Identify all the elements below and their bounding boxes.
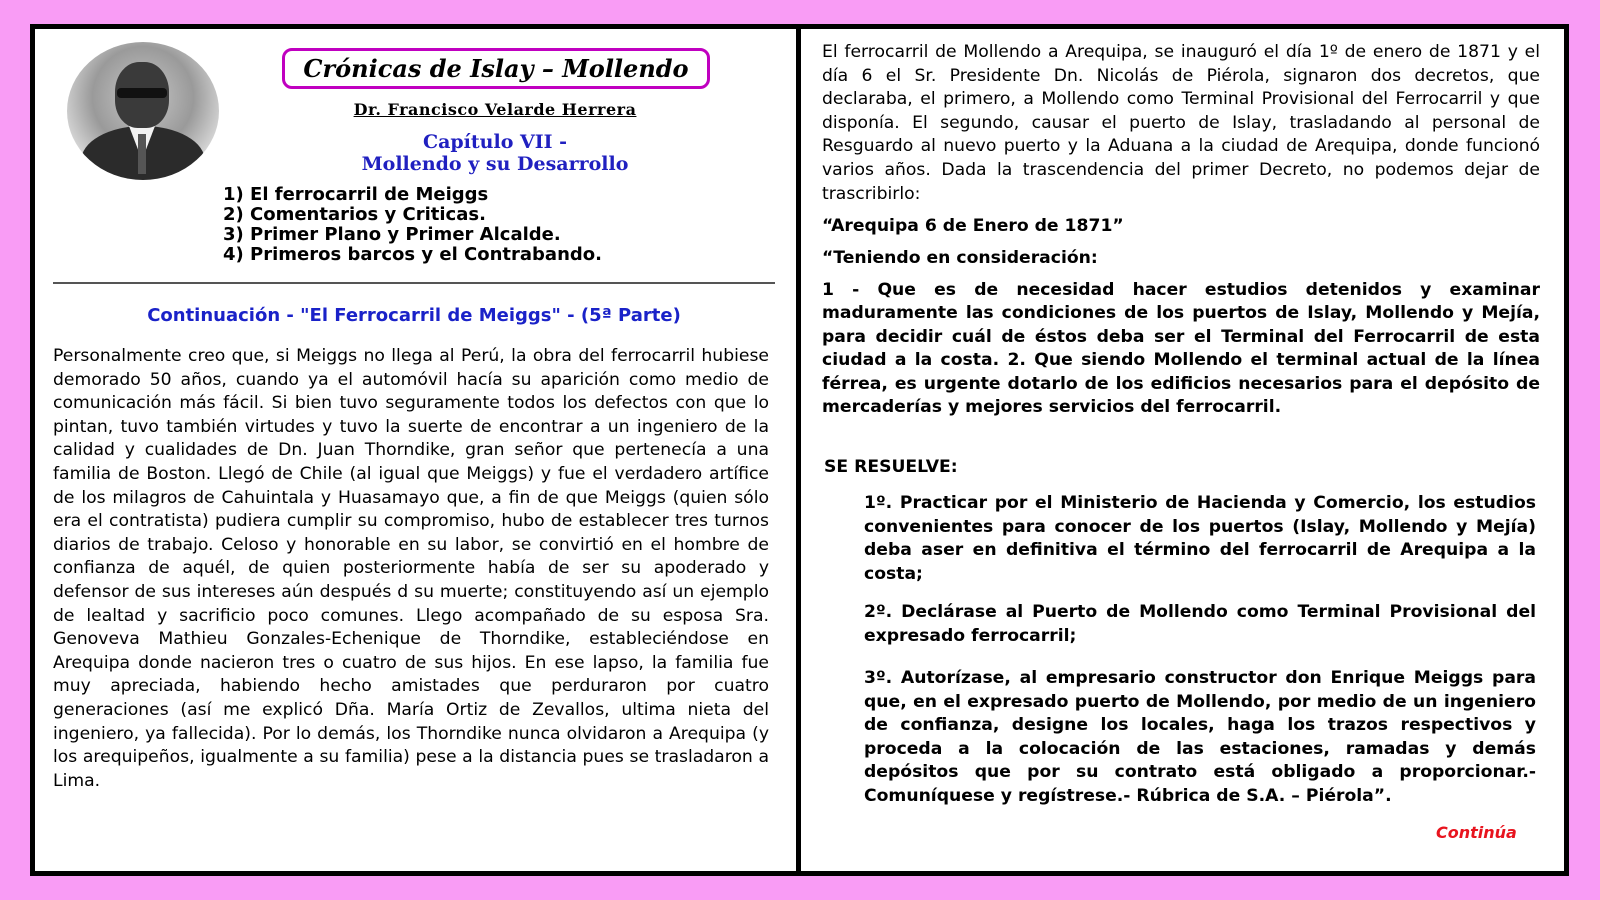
decree-considering: “Teniendo en consideración: (822, 248, 1098, 268)
left-body-text: Personalmente creo que, si Meiggs no llega al Perú, la obra del ferrocarril hubiese demorado 50 años, cuando ya el automóvil hacía su aparición como medio de comunicación más fácil. Si bien tuvo seguramente todos los defectos con que lo pintan, tuvo también virtudes y tuvo la suerte de encontrar a un ingeniero de la calidad y cualidades de Dn. Juan Thorndike, gran señor que pertenecía a una familia de Boston. Llegó de Chile (al igual que Meiggs) y fue el verdadero artífice de los milagros de Cahuintala y Huasamayo que, a fin de que Meiggs (quien sólo era el contratista) pudiera cumplir su compromiso, hubo de establecer tres turnos diarios de trabajo. Celoso y honorable en su labor, se convirtió en el hombre de confianza de aquél, de quien posteriormente había de ser su apoderado y defensor de sus intereses aún después d su muerte; constituyendo así un ejemplo de lealtad y sacrificio poco comunes. Llego acompañado de su esposa Sra. Genoveva Mathieu Gonzales-Echenique de Thorndike, estableciéndose en Arequipa donde nacieron tres o cuatro de sus hijos. En ese lapso, la familia fue muy apreciada, habiendo hecho amistades que perduraron por cuatro generaciones (así me explicó Dña. María Ortiz de Zevallos, ultima nieta del ingeniero, ya fallecida). Por lo demás, los Thorndike nunca olvidaron a Arequipa (y los arequipeños, igualmente a su familia) pese a la distancia pues se trasladaron a Lima. (53, 346, 769, 791)
toc-item: 2) Comentarios y Criticas. (223, 204, 486, 225)
toc-item: 1) El ferrocarril de Meiggs (223, 184, 489, 205)
decree-article-1: 1º. Practicar por el Ministerio de Hacienda y Comercio, los estudios convenientes para conocer de los puertos (Islay, Mollendo y Mejía) deba aser en definitiva el término del ferrocarril de Arequipa a la costa; (864, 493, 1536, 584)
decree-resolves: SE RESUELVE: (824, 457, 958, 477)
toc-item: 4) Primeros barcos y el Contrabando. (223, 244, 602, 265)
continues-label: Continúa (1436, 823, 1517, 842)
section-divider (53, 282, 775, 284)
chapter-title (263, 131, 727, 175)
decree-article-2: 2º. Declárase al Puerto de Mollendo como Terminal Provisional del expresado ferrocarril; (864, 602, 1536, 646)
chapter-contents (223, 185, 602, 265)
chapter-name: Mollendo y su Desarrollo (361, 153, 629, 175)
author-name: Dr. Francisco Velarde Herrera (353, 100, 637, 119)
decree-considerations: 1 - Que es de necesidad hacer estudios detenidos y examinar maduramente las condiciones de los puertos de Islay, Mollendo y Mejía, para decidir cuál de éstos deba ser el Terminal del Ferrocarril de esta ciudad a la costa. 2. Que siendo Mollendo el terminal actual de la línea férrea, es urgente dotarlo de los edificios necesarios para el depósito de mercaderías y mejores servicios del ferrocarril. (822, 280, 1540, 418)
author-portrait (67, 42, 219, 180)
right-column (801, 29, 1564, 871)
page-frame (30, 24, 1569, 876)
left-column (35, 29, 796, 871)
decree-date: “Arequipa 6 de Enero de 1871” (822, 216, 1124, 236)
intro-paragraph: El ferrocarril de Mollendo a Arequipa, se inauguró el día 1º de enero de 1871 y el día 6 el Sr. Presidente Dn. Nicolás de Piérola, signaron dos decretos, que declaraba, el primero, a Mollendo como Terminal Provisional del Ferrocarril y que disponía. El segundo, causar el puerto de Islay, trasladando al personal de Resguardo al nuevo puerto y la Aduana a la ciudad de Arequipa, donde funcionó varios años. Dada la trascendencia del primer Decreto, no podemos dejar de trascribirlo: (822, 42, 1540, 204)
continuation-heading: Continuación - "El Ferrocarril de Meiggs" - (5ª Parte) (147, 305, 681, 326)
chapter-number: Capítulo VII - (422, 131, 568, 153)
toc-item: 3) Primer Plano y Primer Alcalde. (223, 224, 561, 245)
decree-article-3: 3º. Autorízase, al empresario constructor don Enrique Meiggs para que, en el expresado puerto de Mollendo, por medio de un ingeniero de confianza, designe los locales, haga los trazos respectivos y proceda a la colocación de las estaciones, ramadas y demás depósitos que por su contrato está obligado a proporcionar.- Comuníquese y regístrese.- Rúbrica de S.A. – Piérola”. (864, 668, 1536, 806)
series-title: Crónicas de Islay – Mollendo (282, 48, 710, 89)
